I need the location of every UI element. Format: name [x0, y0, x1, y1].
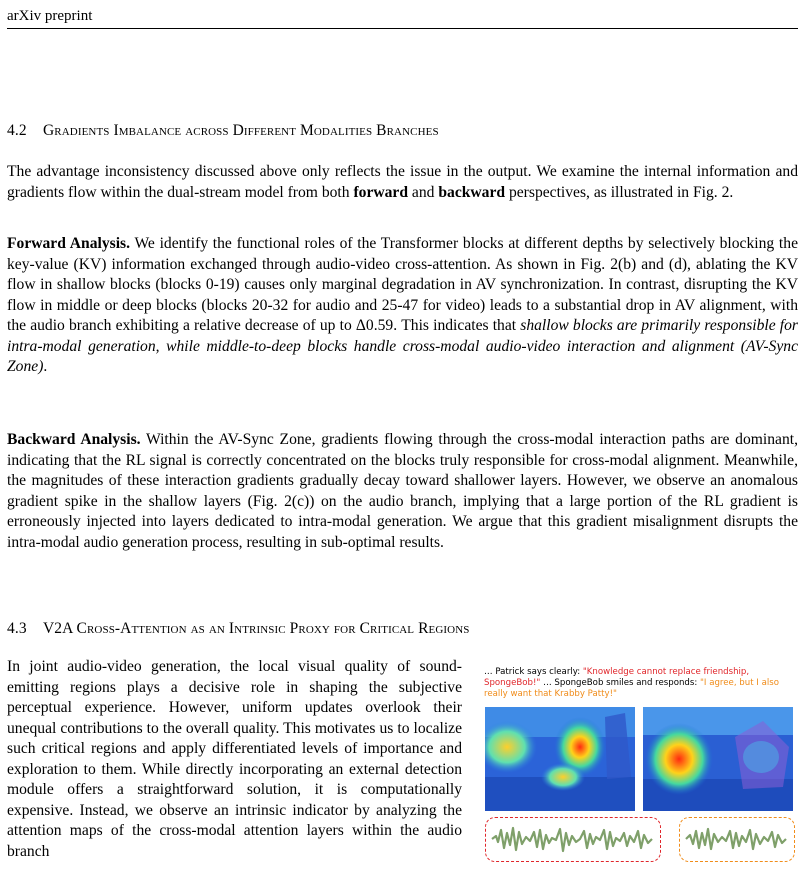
intro-text: perspectives, as illustrated in Fig. 2. — [505, 183, 734, 201]
backward-analysis-paragraph — [7, 430, 798, 553]
intro-bold-backward: backward — [438, 183, 506, 201]
waveform-image — [486, 818, 660, 861]
heatmap-image — [485, 707, 635, 811]
v2a-paragraph: In joint audio-video generation, the local visual quality of sound-emitting regions plays a decisive role in shaping the subjective perceptual experience. However, uniform updates overlook their unequal contributions to the overall quality. This motivates us to localize such critical regions and apply differentiated levels of importance and exploration to them. While directly incorporating an external detection module offers a straightforward solution, it is computationally expensive. Instead, we observe an intrinsic indicator by analyzing the attention maps of the cross-modal attention layers within the audio branch — [7, 658, 462, 860]
caption-text: … SpongeBob smiles and responds: — [540, 678, 700, 688]
figure-attention-maps — [478, 667, 798, 894]
audio-segment-spongebob — [679, 817, 795, 862]
heatmap-image — [643, 707, 793, 811]
attention-map-frame-1 — [485, 707, 635, 811]
caption-text: … Patrick says clearly: — [484, 667, 583, 677]
attention-map-frame-2 — [643, 707, 793, 811]
section-number: 4.2 — [7, 122, 27, 139]
waveform-image — [680, 818, 794, 861]
section-title: V2A Cross-Attention as an Intrinsic Proxy for Critical Regions — [43, 620, 470, 637]
paragraph-text: . — [43, 358, 48, 375]
caption-quote-patrick: "Knowledge cannot replace friendship, SpongeBob!" — [484, 667, 750, 688]
attention-frames — [485, 707, 797, 811]
section-title: Gradients Imbalance across Different Modalities Branches — [43, 122, 439, 139]
forward-analysis-paragraph — [7, 234, 798, 378]
figure-prompt-caption — [484, 667, 798, 700]
section-heading-4-3 — [7, 620, 798, 638]
caption-quote-spongebob: "I agree, but I also really want that Krabby Patty!" — [484, 678, 779, 699]
audio-segment-patrick — [485, 817, 661, 862]
paragraph-text: Within the AV-Sync Zone, gradients flowing through the cross-modal interaction paths are dominant, indicating that the RL signal is correctly concentrated on the blocks truly responsible for cross-modal alignment. Meanwhile, the magnitudes of these interaction gradients gradually decay toward shallower layers. However, we observe an anomalous gradient spike in the shallow layers (Fig. 2(c)) on the audio branch, implying that a large portion of the RL gradient is erroneously injected into layers dedicated to intra-modal generation. We argue that this gradient misalignment disrupts the intra-modal audio generation process, resulting in sub-optimal results. — [7, 431, 798, 551]
intro-text: The advantage inconsistency discussed above only reflects the issue in the output. We examine the internal information and gradients flow within the dual-stream model from both — [7, 163, 798, 201]
emphasis-text: shallow blocks are primarily responsible for intra-modal generation, while middle-to-deep blocks handle cross-modal audio-video interaction and alignment (AV-Sync Zone) — [7, 317, 798, 375]
intro-text: and — [408, 183, 439, 201]
paragraph-lead: Forward Analysis. — [7, 235, 130, 252]
paragraph-lead: Backward Analysis. — [7, 431, 141, 448]
section-number: 4.3 — [7, 620, 27, 637]
section-heading-4-2 — [7, 122, 798, 140]
running-header: arXiv preprint — [7, 7, 798, 29]
intro-bold-forward: forward — [353, 183, 409, 201]
intro-paragraph — [7, 162, 798, 203]
paragraph-text: We identify the functional roles of the Transformer blocks at different depths by selectively blocking the key-value (KV) information exchanged through audio-video cross-attention. As shown in Fig. 2(b) and (d), ablating the KV flow in shallow blocks (blocks 0-19) causes only marginal degradation in AV synchronization. In contrast, disrupting the KV flow in middle or deep blocks (blocks 20-32 for audio and 25-47 for video) leads to a substantial drop in AV alignment, with the audio branch exhibiting a relative decrease of up to Δ0.59. This indicates that — [7, 235, 798, 334]
